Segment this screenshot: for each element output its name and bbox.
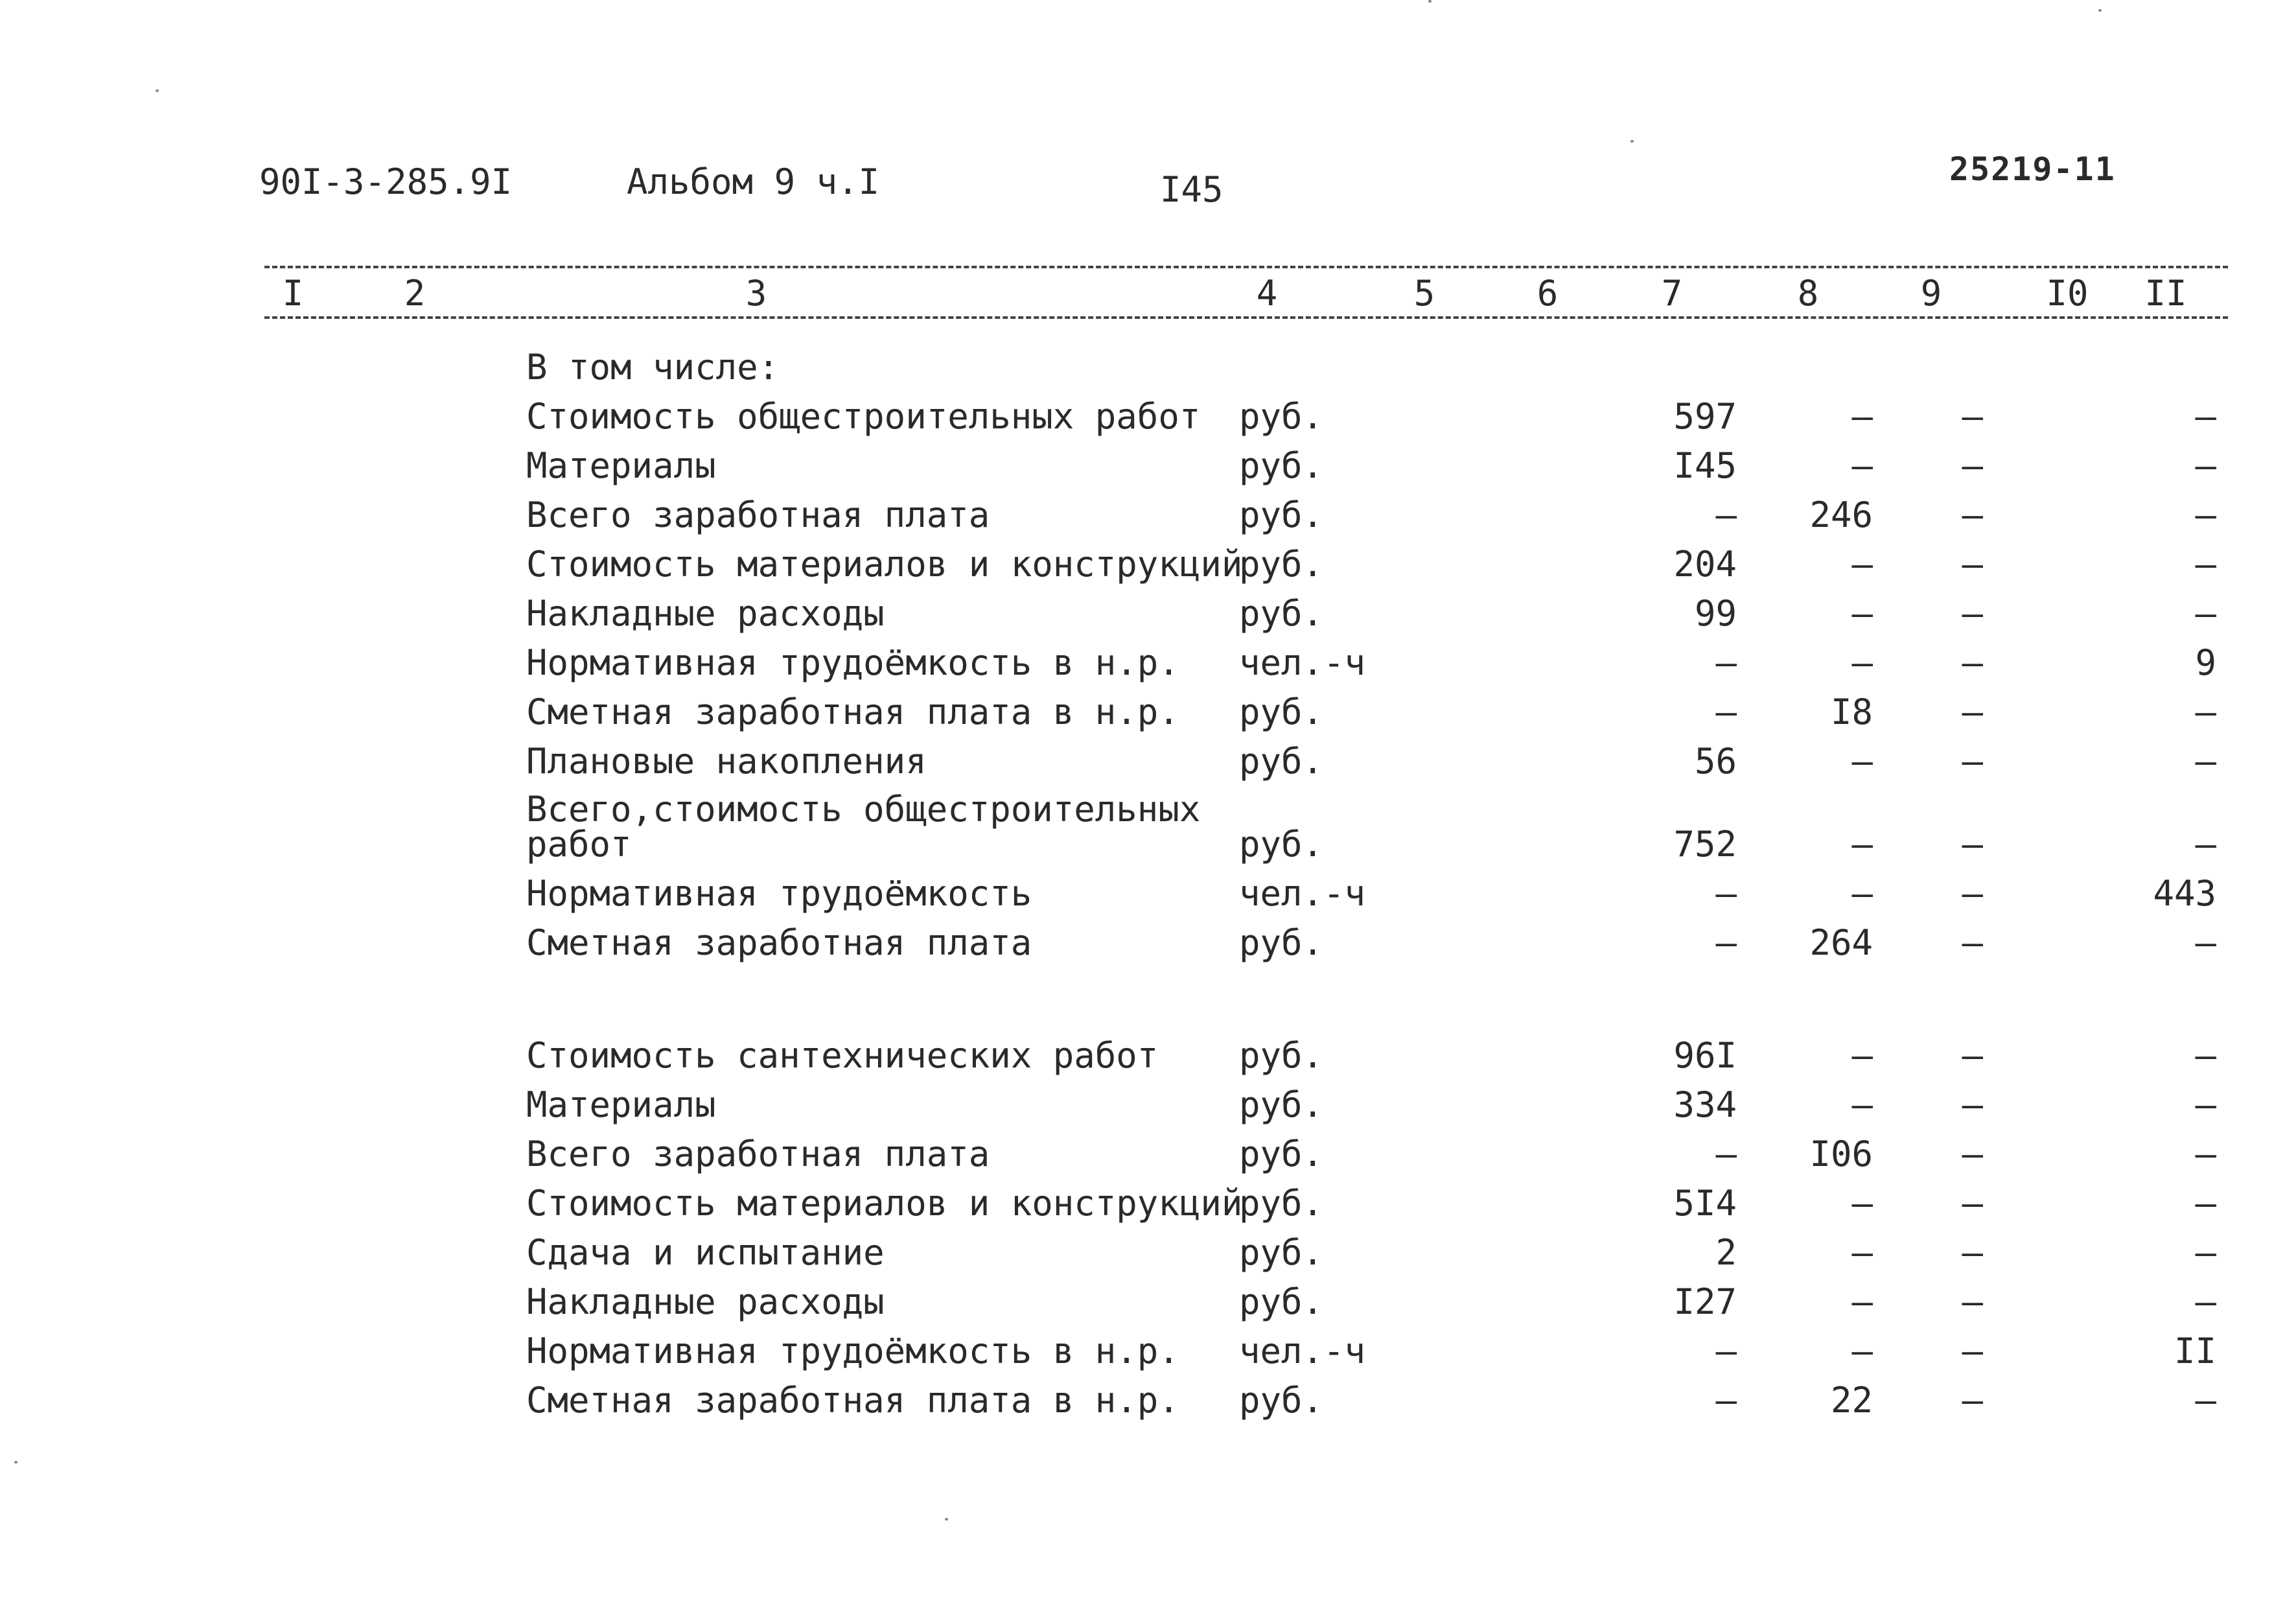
table-row [0,1084,2296,1133]
value-col-11: – [2195,741,2216,782]
archive-number: 25219-11 [1949,150,2116,188]
value-col-9: – [1962,1281,1983,1322]
value-col-11: – [2195,922,2216,963]
value-col-7: – [1715,692,1737,732]
column-header-4: 4 [1256,273,1278,314]
value-col-7: 2 [1715,1232,1737,1273]
scan-speck [14,1461,17,1463]
item-unit: руб. [1239,1183,1324,1224]
value-col-8: 246 [1809,495,1873,535]
document-code: 90I-3-285.9I [259,161,513,202]
scan-speck [945,1518,948,1521]
column-header-8: 8 [1797,273,1819,314]
item-unit: руб. [1239,1232,1324,1273]
item-name: Нормативная трудоёмкость в н.р. [526,642,1179,683]
item-name: Всего заработная плата [526,1134,990,1174]
value-col-11: 9 [2195,642,2216,683]
value-col-8: – [1851,445,1873,486]
value-col-7: 752 [1673,824,1737,865]
value-col-9: – [1962,495,1983,535]
item-unit: руб. [1239,593,1324,634]
value-col-9: – [1962,873,1983,914]
value-col-8: – [1851,824,1873,865]
value-col-11: – [2195,544,2216,585]
value-col-8: – [1851,1084,1873,1125]
table-row [0,593,2296,642]
table-row [0,1380,2296,1428]
value-col-7: 56 [1694,741,1737,782]
item-name: Сметная заработная плата [526,922,1032,963]
value-col-8: – [1851,1232,1873,1273]
value-col-7: I45 [1673,445,1737,486]
value-col-8: – [1851,1183,1873,1224]
item-name-line-2: работ [526,824,632,865]
item-unit: руб. [1239,1035,1324,1076]
value-col-11: – [2195,1380,2216,1421]
value-col-7: 99 [1694,593,1737,634]
value-col-7: 5I4 [1673,1183,1737,1224]
item-unit: руб. [1239,741,1324,782]
column-header-7: 7 [1661,273,1683,314]
item-name: Нормативная трудоёмкость в н.р. [526,1331,1179,1371]
value-col-9: – [1962,922,1983,963]
column-header-bottom-rule [264,316,2228,319]
item-unit: чел.-ч [1239,642,1366,683]
item-unit: руб. [1239,1380,1324,1421]
table-row [0,1281,2296,1330]
value-col-7: – [1715,495,1737,535]
column-header-5: 5 [1413,273,1435,314]
value-col-8: I8 [1830,692,1873,732]
value-col-9: – [1962,692,1983,732]
scan-speck [2098,9,2102,12]
value-col-8: 22 [1830,1380,1873,1421]
value-col-9: – [1962,1232,1983,1273]
value-col-9: – [1962,396,1983,437]
table-row [0,445,2296,494]
item-unit: чел.-ч [1239,1331,1366,1371]
value-col-7: 334 [1673,1084,1737,1125]
table-row [0,396,2296,445]
value-col-9: – [1962,1084,1983,1125]
item-name-line-1: Всего,стоимость общестроительных [526,789,1201,830]
item-unit: руб. [1239,1134,1324,1174]
item-name: Материалы [526,445,716,486]
table-row [0,789,2296,865]
item-name: Материалы [526,1084,716,1125]
scan-speck [156,89,159,92]
item-unit: чел.-ч [1239,873,1366,914]
value-col-11: – [2195,495,2216,535]
column-header-6: 6 [1536,273,1559,314]
item-name: Сметная заработная плата в н.р. [526,692,1179,732]
item-unit: руб. [1239,495,1324,535]
value-col-11: II [2174,1331,2216,1371]
value-col-8: – [1851,741,1873,782]
item-name: Сметная заработная плата в н.р. [526,1380,1179,1421]
value-col-8: – [1851,642,1873,683]
value-col-9: – [1962,593,1983,634]
value-col-7: 204 [1673,544,1737,585]
value-col-7: I27 [1673,1281,1737,1322]
value-col-8: – [1851,873,1873,914]
table-row [0,642,2296,691]
column-header-3: 3 [745,273,767,314]
value-col-9: – [1962,1035,1983,1076]
table-row [0,1134,2296,1182]
item-unit: руб. [1239,1084,1324,1125]
section-label: В том числе: [526,347,780,388]
item-unit: руб. [1239,824,1324,865]
value-col-8: – [1851,1035,1873,1076]
value-col-7: – [1715,1134,1737,1174]
item-name: Плановые накопления [526,741,927,782]
value-col-7: – [1715,1331,1737,1371]
value-col-11: – [2195,1281,2216,1322]
column-header-9: 9 [1920,273,1942,314]
value-col-9: – [1962,1380,1983,1421]
value-col-11: – [2195,396,2216,437]
value-col-9: – [1962,445,1983,486]
table-row [0,873,2296,922]
item-unit: руб. [1239,1281,1324,1322]
value-col-11: – [2195,1232,2216,1273]
item-name: Стоимость общестроительных работ [526,396,1201,437]
page-number: I45 [1160,169,1223,210]
value-col-8: – [1851,544,1873,585]
item-unit: руб. [1239,396,1324,437]
value-col-8: 264 [1809,922,1873,963]
item-unit: руб. [1239,544,1324,585]
value-col-9: – [1962,824,1983,865]
value-col-9: – [1962,642,1983,683]
column-header-1: I [282,273,304,314]
column-header-top-rule [264,266,2228,268]
value-col-9: – [1962,1134,1983,1174]
value-col-11: – [2195,445,2216,486]
column-header-10: I0 [2046,273,2089,314]
table-row [0,1232,2296,1281]
scan-speck [1428,0,1432,3]
value-col-7: – [1715,642,1737,683]
value-col-11: – [2195,692,2216,732]
value-col-9: – [1962,741,1983,782]
value-col-9: – [1962,544,1983,585]
value-col-8: – [1851,1331,1873,1371]
value-col-7: – [1715,922,1737,963]
value-col-11: – [2195,1035,2216,1076]
value-col-9: – [1962,1183,1983,1224]
item-name: Стоимость сантехнических работ [526,1035,1159,1076]
value-col-8: – [1851,593,1873,634]
table-row [0,1331,2296,1379]
item-name: Нормативная трудоёмкость [526,873,1032,914]
item-name: Накладные расходы [526,593,885,634]
item-unit: руб. [1239,922,1324,963]
table-row [0,741,2296,789]
value-col-9: – [1962,1331,1983,1371]
item-name: Накладные расходы [526,1281,885,1322]
column-header-2: 2 [404,273,426,314]
scan-speck [1630,140,1634,143]
table-row [0,544,2296,592]
table-row [0,922,2296,971]
item-name [526,789,1201,865]
value-col-7: 597 [1673,396,1737,437]
item-name: Стоимость материалов и конструкций [526,1183,1243,1224]
album-label: Альбом 9 ч.I [627,161,880,202]
value-col-7: – [1715,1380,1737,1421]
value-col-11: – [2195,1183,2216,1224]
table-row [0,692,2296,740]
value-col-7: 96I [1673,1035,1737,1076]
value-col-11: 443 [2153,873,2216,914]
section-label-row [0,347,2296,395]
value-col-11: – [2195,1134,2216,1174]
value-col-7: – [1715,873,1737,914]
table-row [0,495,2296,543]
value-col-11: – [2195,1084,2216,1125]
value-col-8: – [1851,396,1873,437]
column-header-11: II [2144,273,2187,314]
item-unit: руб. [1239,445,1324,486]
item-name: Сдача и испытание [526,1232,885,1273]
value-col-11: – [2195,824,2216,865]
table-row [0,1035,2296,1084]
table-row [0,1183,2296,1231]
item-name: Всего заработная плата [526,495,990,535]
value-col-8: – [1851,1281,1873,1322]
value-col-11: – [2195,593,2216,634]
item-unit: руб. [1239,692,1324,732]
item-name: Стоимость материалов и конструкций [526,544,1243,585]
value-col-8: I06 [1809,1134,1873,1174]
